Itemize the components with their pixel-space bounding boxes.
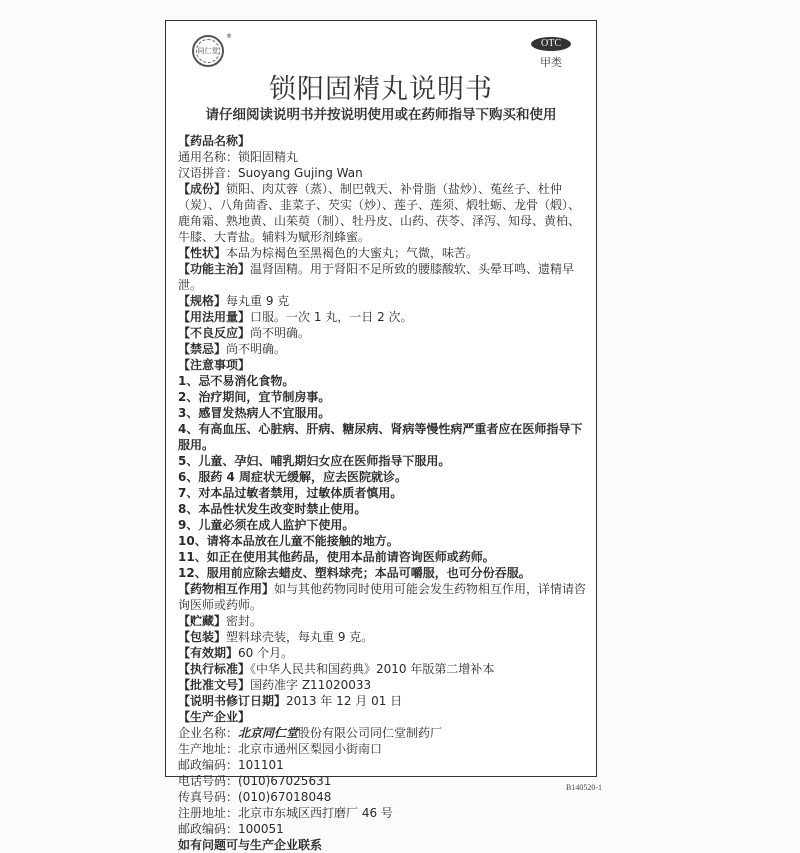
precaution-item: 1、忌不易消化食物。 [178,374,295,388]
section-heading: 【不良反应】 [178,326,251,340]
appearance-text: 本品为棕褐色至黑褐色的大蜜丸；气微，味苦。 [226,246,479,260]
precaution-item: 11、如正在使用其他药品，使用本品前请咨询医师或药师。 [178,550,495,564]
phone: 电话号码：(010)67025631 [178,774,332,788]
package [178,629,590,645]
section-heading: 【成份】 [178,182,227,196]
contraindications [178,341,590,357]
generic-name: 通用名称：锁阳固精丸 [178,150,299,164]
precaution-item: 2、治疗期间，宜节制房事。 [178,390,331,404]
spec-text: 每丸重 9 克 [226,294,290,308]
production-address: 生产地址：北京市通州区梨园小街南口 [178,742,383,756]
section-heading: 【性状】 [178,246,227,260]
company-rest: 股份有限公司同仁堂制药厂 [298,726,443,740]
tongrentang-logo [192,35,224,67]
section-heading: 【用法用量】 [178,310,251,324]
section-heading: 【规格】 [178,294,227,308]
precaution-item: 5、儿童、孕妇、哺乳期妇女应在医师指导下服用。 [178,454,451,468]
logo-inner-ring: 同仁堂 [196,39,220,63]
fax: 传真号码：(010)67018048 [178,790,332,804]
expiry-text: 60 个月。 [238,646,294,660]
precaution-item: 7、对本品过敏者禁用，过敏体质者慎用。 [178,486,403,500]
company-brand: 北京同仁堂 [238,726,299,740]
otc-class: 甲类 [540,56,562,69]
dosage [178,309,590,325]
revision-text: 2013 年 12 月 01 日 [286,694,403,708]
revision-date [178,693,590,709]
ingredients-text: 锁阳、肉苁蓉（蒸）、制巴戟天、补骨脂（盐炒）、菟丝子、杜仲（炭）、八角茴香、韭菜子、芡实（炒）、莲子、莲须、煅牡蛎、龙骨（煅）、鹿角霜、熟地黄、山茱萸（制）、牡丹皮、山药、茯苓、泽泻、知母、黄柏、牛膝、大青盐。辅料为赋形剂蜂蜜。 [178,182,581,244]
section-heading: 【有效期】 [178,646,239,660]
print-code: B140520-1 [566,783,602,792]
standard-text: 《中华人民共和国药典》2010 年版第二增补本 [250,662,495,676]
storage [178,613,590,629]
interaction [178,581,590,613]
section-heading: 【批准文号】 [178,678,251,692]
leaflet-body [178,133,590,853]
precaution-item: 12、服用前应除去蜡皮、塑料球壳；本品可嚼服，也可分份吞服。 [178,566,531,580]
precaution-item: 8、本品性状发生改变时禁止使用。 [178,502,367,516]
precaution-item: 3、感冒发热病人不宜服用。 [178,406,331,420]
section-heading: 【药品名称】 [178,134,251,148]
document-title: 锁阳固精丸说明书 [269,74,493,105]
spec [178,293,590,309]
precaution-item: 4、有高血压、心脏病、肝病、糖尿病、肾病等慢性病严重者应在医师指导下服用。 [178,422,583,452]
storage-text: 密封。 [226,614,263,628]
contra-text: 尚不明确。 [226,342,287,356]
postcode: 邮政编码：101101 [178,758,284,772]
adverse [178,325,590,341]
contact-note: 如有问题可与生产企业联系 [178,838,323,852]
section-heading: 【药物相互作用】 [178,582,275,596]
section-heading: 【执行标准】 [178,662,251,676]
registered-mark: ® [226,33,232,40]
section-heading: 【功能主治】 [178,262,251,276]
otc-badge: OTC [531,37,571,51]
indication-text: 温肾固精。用于肾阳不足所致的腰膝酸软、头晕耳鸣、遗精早泄。 [178,262,575,292]
standard [178,661,590,677]
registered-address: 注册地址：北京市东城区西打磨厂 46 号 [178,806,393,820]
precaution-item: 9、儿童必须在成人监护下使用。 [178,518,355,532]
approval [178,677,590,693]
ingredients [178,181,590,245]
company-label: 企业名称： [178,726,239,740]
section-heading: 【说明书修订日期】 [178,694,287,708]
section-heading: 【注意事项】 [178,358,251,372]
expiry [178,645,590,661]
postcode: 邮政编码：100051 [178,822,284,836]
precaution-item: 6、服药 4 周症状无缓解，应去医院就诊。 [178,470,408,484]
approval-text: 国药准字 Z11020033 [250,678,372,692]
section-heading: 【贮藏】 [178,614,227,628]
package-text: 塑料球壳装，每丸重 9 克。 [226,630,374,644]
dosage-text: 口服。一次 1 丸，一日 2 次。 [250,310,413,324]
indication [178,261,590,293]
appearance [178,245,590,261]
section-heading: 【生产企业】 [178,710,251,724]
company-name [178,725,590,741]
section-heading: 【包装】 [178,630,227,644]
pinyin-name: 汉语拼音：Suoyang Gujing Wan [178,166,363,180]
section-heading: 【禁忌】 [178,342,227,356]
interaction-text: 如与其他药物同时使用可能会发生药物相互作用，详情请咨询医师或药师。 [178,582,587,612]
document-subtitle: 请仔细阅读说明书并按说明使用或在药师指导下购买和使用 [205,107,557,123]
adverse-text: 尚不明确。 [250,326,311,340]
precaution-item: 10、请将本品放在儿童不能接触的地方。 [178,534,399,548]
